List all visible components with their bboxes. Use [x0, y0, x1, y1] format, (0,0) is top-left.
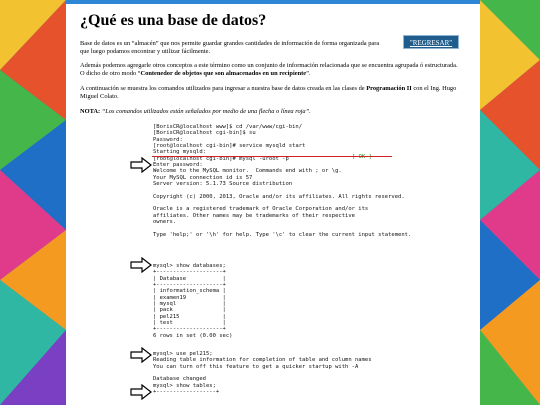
page-title: ¿Qué es una base de datos?	[80, 12, 267, 29]
terminal-line: Reading table information for completion of table and column names	[153, 357, 372, 364]
intro-paragraph: Base de datos es un “almacén” que nos permite guardar grandes cantidades de información de forma organizada para que luego podamos encontrar y utilizar fácilmente.	[80, 40, 380, 55]
terminal-line: [root@localhost cgi-bin]# service mysqld start	[153, 143, 306, 150]
terminal-line: +--------------------+	[153, 282, 226, 289]
definition-paragraph	[80, 62, 460, 77]
ok-status: [ OK ]	[352, 154, 372, 160]
definition-text: Además podemos agregarle otros conceptos a este término como un conjunto de información relacionada que se encuentra agrupada ó estructurada. O dicho de otro modo “	[80, 62, 458, 77]
terminal-line: | test |	[153, 320, 226, 327]
terminal-line: +--------------------+	[153, 269, 226, 276]
note-text: “Los comandos utilizados están señalados por medio de una flecha o línea roja”.	[100, 108, 311, 115]
terminal-line: mysql> show tables;	[153, 382, 216, 389]
terminal-line: Copyright (c) 2000, 2013, Oracle and/or its affiliates. All rights reserved.	[153, 193, 405, 200]
terminal-line: +------------------+	[153, 389, 220, 396]
commands-paragraph	[80, 85, 465, 100]
terminal-line: | pack |	[153, 307, 226, 314]
terminal-line: [BorisCR@localhost cgi-bin]$ su	[153, 130, 256, 137]
right-arrow-icon	[130, 347, 152, 363]
red-underline	[152, 156, 392, 157]
right-arrow-icon	[130, 384, 152, 400]
right-arrow-icon	[130, 157, 152, 173]
terminal-line: Type 'help;' or '\h' for help. Type '\c' to clear the current input statement.	[153, 231, 412, 238]
note-label: NOTA:	[80, 108, 101, 115]
back-button[interactable]: "REGRESAR"	[403, 35, 459, 49]
terminal-line	[153, 238, 411, 244]
note-paragraph	[80, 108, 465, 116]
terminal-line: 6 rows in set (0.00 sec)	[153, 332, 233, 339]
terminal-line: | mysql |	[153, 301, 226, 308]
terminal-line: Starting mysqld:	[153, 149, 206, 156]
terminal-line: mysql> use pel215;	[153, 351, 213, 357]
terminal-block-1	[153, 124, 411, 245]
terminal-line: Database changed	[153, 376, 206, 383]
terminal-line: owners.	[153, 219, 177, 226]
terminal-line: Enter password:	[153, 162, 203, 169]
terminal-line: | information_schema |	[153, 288, 226, 295]
course-name: Programación II	[366, 85, 412, 92]
terminal-line: You can turn off this feature to get a quicker startup with -A	[153, 363, 359, 370]
definition-highlight: Contenedor de objetos que son almacenados en un recipiente	[140, 69, 307, 77]
terminal-line: Password:	[153, 136, 183, 143]
terminal-line: mysql> show databases;	[153, 263, 226, 269]
terminal-line: affiliates. Other names may be trademarks of their respective	[153, 212, 355, 219]
terminal-line: [root@localhost cgi-bin]# mysql -uroot -p	[153, 155, 289, 162]
commands-text-end: con el Ing. Hugo Miguel Colato.	[80, 85, 457, 100]
terminal-block-2	[153, 263, 232, 345]
terminal-line: +--------------------+	[153, 326, 226, 333]
terminal-line	[153, 339, 232, 345]
content-page	[66, 4, 480, 405]
terminal-line: | pel215 |	[153, 313, 226, 320]
terminal-block-3	[153, 351, 372, 395]
right-arrow-icon	[130, 257, 152, 273]
terminal-line: Server version: 5.1.73 Source distribution	[153, 181, 293, 188]
terminal-line: | examen19 |	[153, 294, 226, 301]
definition-end: ”.	[306, 69, 311, 77]
terminal-line: Your MySQL connection id is 57	[153, 174, 253, 181]
terminal-line: Welcome to the MySQL monitor. Commands end with ; or \g.	[153, 168, 342, 175]
terminal-line: Oracle is a registered trademark of Oracle Corporation and/or its	[153, 206, 369, 213]
commands-text: A continuación se muestra los comandos utilizados para ingresar a nuestra base de datos creada en las clases de	[80, 85, 367, 92]
terminal-line: | Database |	[153, 275, 226, 282]
terminal-line: [BorisCR@localhost www]$ cd /var/www/cgi-bin/	[153, 124, 303, 130]
